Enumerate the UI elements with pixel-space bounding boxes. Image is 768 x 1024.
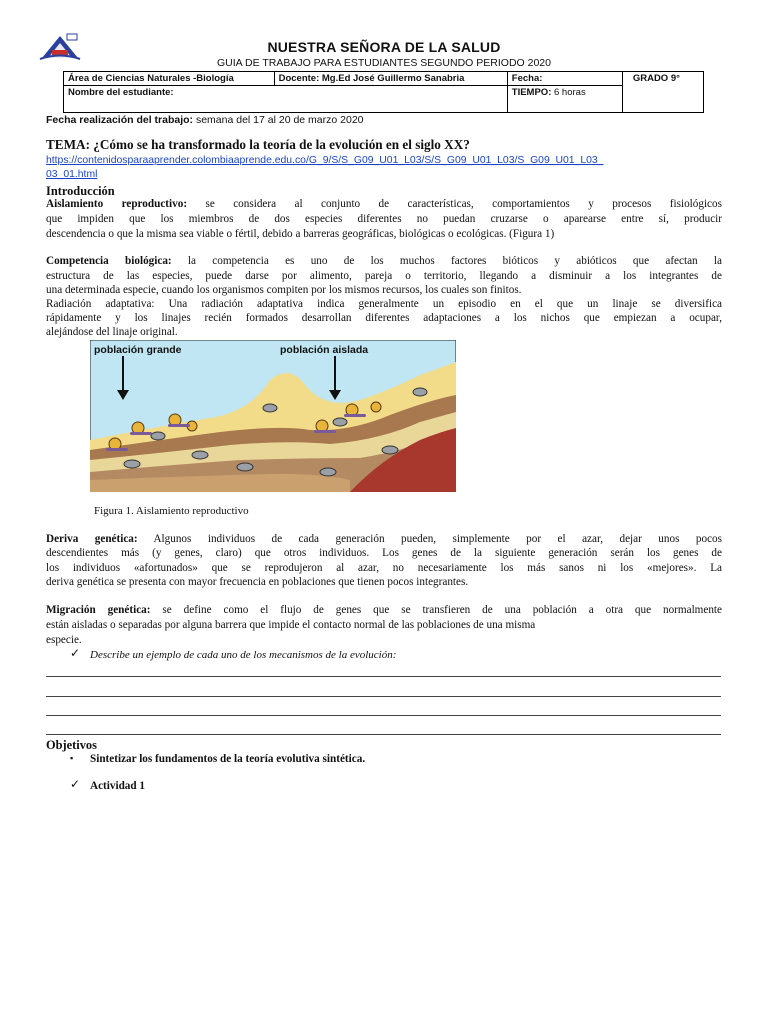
figure-label-left: población grande bbox=[94, 344, 182, 356]
school-title: NUESTRA SEÑORA DE LA SALUD bbox=[267, 39, 501, 55]
figure-label-right: población aislada bbox=[280, 344, 369, 356]
guide-subtitle: GUIA DE TRABAJO PARA ESTUDIANTES SEGUNDO PERIODO 2020 bbox=[217, 57, 551, 69]
task-instruction: Describe un ejemplo de cada uno de los mecanismos de la evolución: bbox=[90, 649, 397, 661]
fecha-realizacion bbox=[46, 114, 722, 126]
intro-heading: Introducción bbox=[46, 184, 115, 198]
nombre-cell: Nombre del estudiante: bbox=[64, 86, 508, 113]
tema-heading bbox=[46, 137, 722, 153]
migracion-label: Migración genética: bbox=[46, 604, 151, 616]
area-cell: Área de Ciencias Naturales -Biología bbox=[64, 72, 275, 86]
deriva-line1 bbox=[46, 533, 722, 545]
competencia-label: Competencia biológica: bbox=[46, 255, 172, 267]
aislamiento-label: Aislamiento reproductivo: bbox=[46, 198, 188, 210]
competencia-line3: una determinada especie, cuando los organismos compiten por los mismos recursos, los cuales son finitos. bbox=[46, 284, 522, 296]
docente-cell: Docente: Mg.Ed José Guillermo Sanabria bbox=[274, 72, 507, 86]
deriva-label: Deriva genética: bbox=[46, 533, 138, 545]
aislamiento-line3: descendencia o que la misma sea viable o fértil, debido a barreras geográficas, biológicas o ecológicas. (Figura 1) bbox=[46, 228, 555, 240]
fecha-realizacion-value: semana del 17 al 20 de marzo 2020 bbox=[193, 114, 364, 126]
answer-line[interactable] bbox=[46, 696, 721, 697]
competencia-line1 bbox=[46, 255, 722, 267]
objetivo-item-1: Sintetizar los fundamentos de la teoría evolutiva sintética. bbox=[90, 753, 366, 765]
fecha-realizacion-label: Fecha realización del trabajo: bbox=[46, 114, 194, 126]
answer-line[interactable] bbox=[46, 715, 721, 716]
grado-cell bbox=[622, 72, 703, 113]
competencia-text1: la competencia es uno de los muchos factores bióticos y abióticos que afectan la bbox=[171, 255, 722, 267]
competencia-line2: estructura de las especies, puede darse por alimento, pareja o territorio, llegando a disminuir a los integrantes de bbox=[46, 270, 722, 282]
deriva-line2: descendientes más (y genes, claro) que otros individuos. Los genes de la siguiente generación serán los genes de bbox=[46, 547, 722, 559]
deriva-line3: los individuos «afortunados» que se reprodujeron al azar, no necesariamente los más sanos ni los «mejores». La bbox=[46, 562, 722, 574]
actividad-1-heading: Actividad 1 bbox=[90, 780, 146, 792]
migracion-line3: especie. bbox=[46, 634, 82, 646]
tiempo-cell bbox=[507, 86, 622, 113]
aislamiento-line1 bbox=[46, 198, 722, 210]
migracion-line2: están aisladas o separadas por alguna barrera que impide el contacto normal de las poblaciones de una misma bbox=[46, 619, 536, 631]
checkmark-icon: ✓ bbox=[70, 777, 81, 791]
deriva-text1: Algunos individuos de cada generación pueden, simplemente por el azar, dejar unos pocos bbox=[137, 533, 722, 545]
tema-url-line2[interactable]: 03_01.html bbox=[46, 169, 98, 180]
answer-line[interactable] bbox=[46, 734, 721, 735]
figure-caption: Figura 1. Aislamiento reproductivo bbox=[94, 505, 249, 517]
aislamiento-text1: se considera al conjunto de características, comportamientos y procesos fisiológicos bbox=[187, 198, 722, 210]
migracion-text1: se define como el flujo de genes que se transfieren de una población a otra que normalmente bbox=[150, 604, 723, 616]
bullet-icon: ▪ bbox=[70, 753, 74, 763]
info-table bbox=[63, 71, 704, 113]
tema-question: ¿Cómo se ha transformado la teoría de la evolución en el siglo XX? bbox=[89, 137, 470, 152]
aislamiento-line2: que impiden que los miembros de dos especies diferentes no puedan cruzarse o aparearse entre sí, producir bbox=[46, 213, 722, 225]
deriva-line4: deriva genética se presenta con mayor frecuencia en poblaciones que tienen pocos integrantes. bbox=[46, 576, 469, 588]
radiacion-line3: alejándose del linaje original. bbox=[46, 326, 178, 338]
radiacion-line2: rápidamente y los linajes recién formados desarrollan diferentes adaptaciones a los nichos que empiezan a ocupar, bbox=[46, 312, 722, 324]
objetivos-heading: Objetivos bbox=[46, 738, 97, 752]
fecha-cell: Fecha: bbox=[507, 72, 622, 86]
tiempo-value: 6 horas bbox=[551, 87, 586, 98]
checkmark-icon: ✓ bbox=[70, 646, 81, 660]
grado-label: GRADO 9° bbox=[632, 73, 680, 84]
tema-label: TEMA: bbox=[46, 137, 90, 152]
radiacion-line1: Radiación adaptativa: Una radiación adaptativa indica generalmente un episodio en el que un linaje se diversifica bbox=[46, 298, 722, 310]
tiempo-label: TIEMPO: bbox=[511, 87, 552, 98]
migracion-line1 bbox=[46, 604, 722, 616]
reproductive-isolation-figure bbox=[90, 340, 456, 492]
tema-url-line1[interactable]: https://contenidosparaaprender.colombiaaprende.edu.co/G_9/S/S_G09_U01_L03/S/S_G09_U01_L03/S_G09_U01_L03_ bbox=[46, 155, 604, 166]
answer-line[interactable] bbox=[46, 676, 721, 677]
